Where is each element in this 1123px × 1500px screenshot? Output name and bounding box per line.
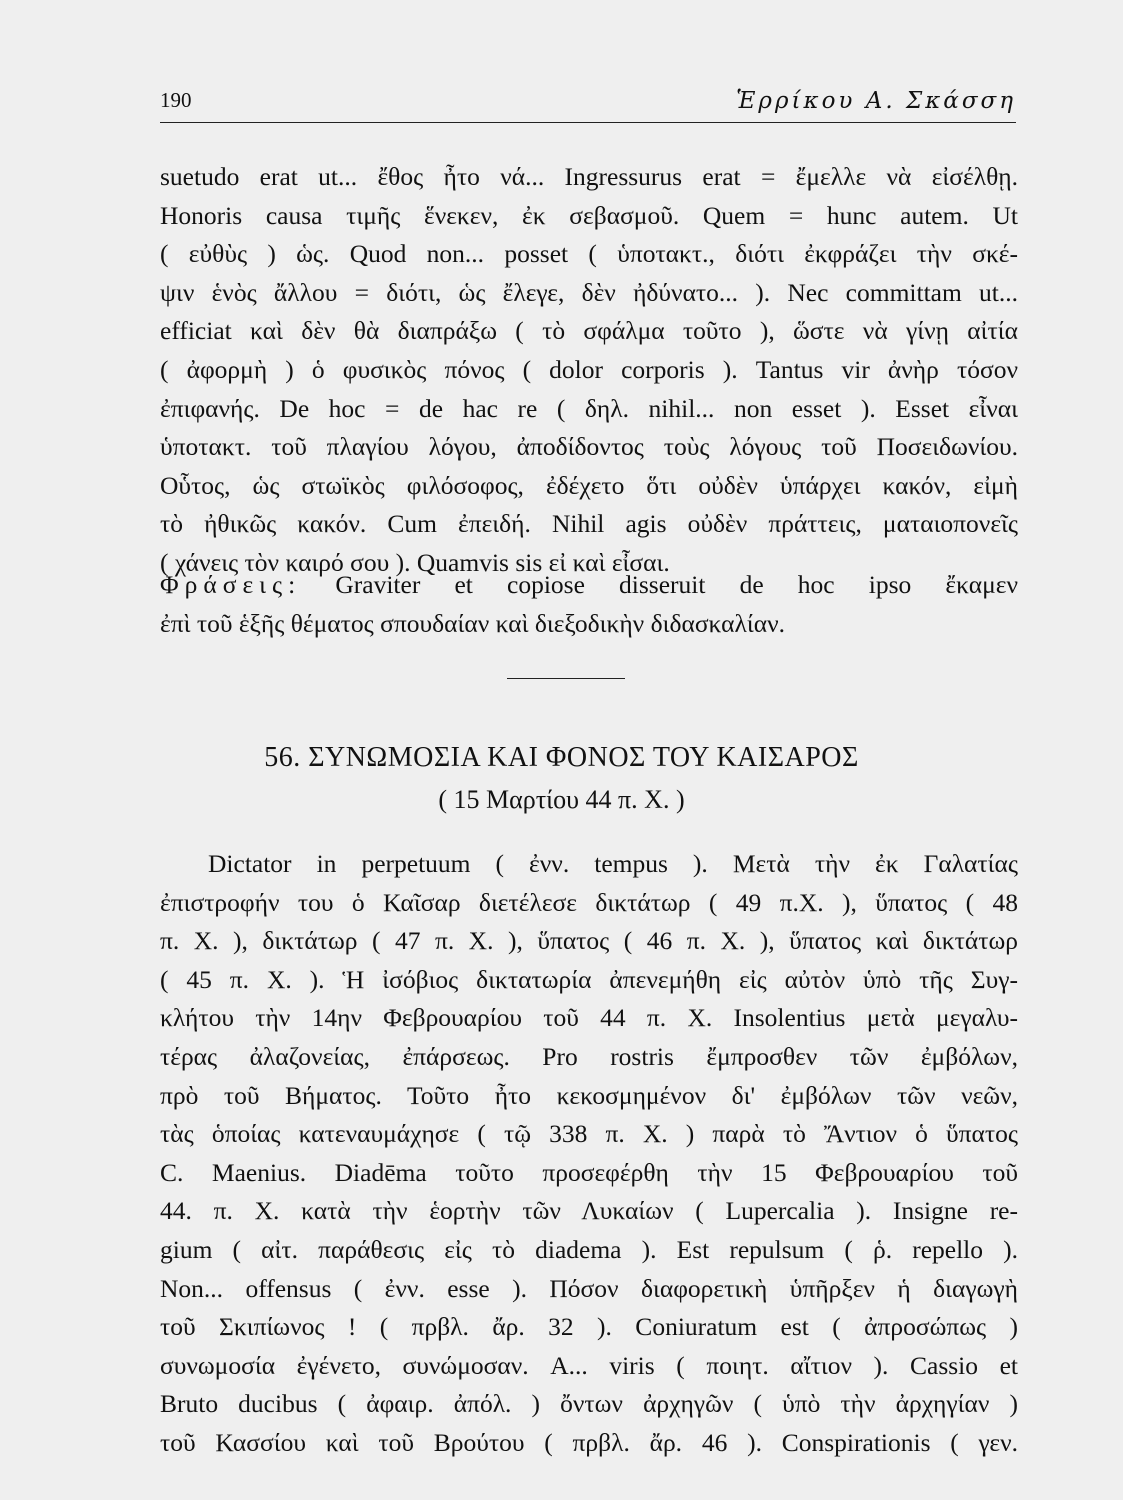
text-line: suetudo erat ut... ἔθος ἦτο νά... Ingressurus erat = ἔμελλε νὰ εἰσέλθῃ. xyxy=(160,162,1018,191)
commentary-block-1 xyxy=(160,158,1018,583)
text-line: ( εὐθὺς ) ὡς. Quod non... posset ( ὑποτακτ., διότι ἐκφράζει τὴν σκέ- xyxy=(160,239,1018,269)
text-line: τὸ ἠθικῶς κακόν. Cum ἐπειδή. Nihil agis οὐδὲν πράττεις, ματαιοπονεῖς xyxy=(160,509,1018,539)
text-line: ἐπιφανής. De hoc = de hac re ( δηλ. nihil... non esset ). Esset εἶναι xyxy=(160,393,1018,423)
text-line: gium ( αἰτ. παράθεσις εἰς τὸ diadema ). Est repulsum ( ῥ. repello ). xyxy=(160,1234,1018,1264)
text-line: C. Maenius. Diadēma τοῦτο προσεφέρθη τὴν 15 Φεβρουαρίου τοῦ xyxy=(160,1157,1018,1187)
section-divider xyxy=(507,678,625,679)
text-line: τοῦ Κασσίου καὶ τοῦ Βρούτου ( πρβλ. ἄρ. 46 ). Conspirationis ( γεν. xyxy=(160,1427,1018,1457)
text-line: Οὗτος, ὡς στωϊκὸς φιλόσοφος, ἐδέχετο ὅτι οὐδὲν ὑπάρχει κακόν, εἰμὴ xyxy=(160,470,1018,500)
text-line: ἐπὶ τοῦ ἑξῆς θέματος σπουδαίαν καὶ διεξοδικὴν διδασκαλίαν. xyxy=(160,608,786,638)
section-date: ( 15 Μαρτίου 44 π. Χ. ) xyxy=(438,785,685,814)
text-line: ἐπιστροφήν του ὁ Καῖσαρ διετέλεσε δικτάτωρ ( 49 π.Χ. ), ὕπατος ( 48 xyxy=(160,887,1018,917)
text-line: ὑποτακτ. τοῦ πλαγίου λόγου, ἀποδίδοντος τοὺς λόγους τοῦ Ποσειδωνίου. xyxy=(160,432,1018,462)
text-line: Non... offensus ( ἐνν. esse ). Πόσον διαφορετικὴ ὑπῆρξεν ἡ διαγωγὴ xyxy=(160,1273,1018,1303)
text-line: κλήτου τὴν 14ην Φεβρουαρίου τοῦ 44 π. Χ. Insolentius μετὰ μεγαλυ- xyxy=(160,1003,1018,1033)
text-line: ψιν ἑνὸς ἄλλου = διότι, ὡς ἔλεγε, δὲν ἠδύνατο... ). Nec committam ut... xyxy=(160,277,1018,307)
phrases-line xyxy=(160,566,1018,605)
text-line: Dictator in perpetuum ( ἐνν. tempus ). Μετὰ τὴν ἐκ Γαλατίας xyxy=(208,849,1018,878)
page-header xyxy=(160,88,1016,123)
text-line: συνωμοσία ἐγένετο, συνώμοσαν. A... viris ( ποιητ. αἴτιον ). Cassio et xyxy=(160,1350,1018,1380)
phrases-label: Φράσεις: xyxy=(160,570,302,599)
phrases-text: Graviter et copiose disseruit de hoc ipso ἔκαμεν xyxy=(335,570,1018,599)
commentary-block-2 xyxy=(160,845,1018,1463)
section-title: 56. ΣΥΝΩΜΟΣΙΑ ΚΑΙ ΦΟΝΟΣ ΤΟΥ ΚΑΙΣΑΡΟΣ xyxy=(264,742,859,773)
text-line: ( χάνεις τὸν καιρό σου ). Quamvis sis εἰ καὶ εἶσαι. xyxy=(160,547,670,577)
text-line: ( 45 π. Χ. ). Ἡ ἰσόβιος δικτατωρία ἀπενεμήθη εἰς αὐτὸν ὑπὸ τῆς Συγ- xyxy=(160,964,1018,994)
text-line: τοῦ Σκιπίωνος ! ( πρβλ. ἄρ. 32 ). Coniuratum est ( ἀπροσώπως ) xyxy=(160,1312,1018,1342)
text-line: efficiat καὶ δὲν θὰ διαπράξω ( τὸ σφάλμα τοῦτο ), ὥστε νὰ γίνῃ αἰτία xyxy=(160,316,1018,346)
text-line: τὰς ὁποίας κατεναυμάχησε ( τῷ 338 π. Χ. ) παρὰ τὸ Ἄντιον ὁ ὕπατος xyxy=(160,1119,1018,1149)
text-line: Bruto ducibus ( ἀφαιρ. ἀπόλ. ) ὄντων ἀρχηγῶν ( ὑπὸ τὴν ἀρχηγίαν ) xyxy=(160,1389,1018,1419)
text-line: πρὸ τοῦ Βήματος. Τοῦτο ἦτο κεκοσμημένον δι' ἐμβόλων τῶν νεῶν, xyxy=(160,1080,1018,1110)
text-line: τέρας ἀλαζονείας, ἐπάρσεως. Pro rostris ἔμπροσθεν τῶν ἐμβόλων, xyxy=(160,1041,1018,1071)
text-line: ( ἀφορμὴ ) ὁ φυσικὸς πόνος ( dolor corporis ). Tantus vir ἀνὴρ τόσον xyxy=(160,354,1018,384)
phrases-block xyxy=(160,566,1018,643)
text-line: 44. π. Χ. κατὰ τὴν ἑορτὴν τῶν Λυκαίων ( Lupercalia ). Insigne re- xyxy=(160,1196,1018,1226)
text-line: π. Χ. ), δικτάτωρ ( 47 π. Χ. ), ὕπατος ( 46 π. Χ. ), ὕπατος καὶ δικτάτωρ xyxy=(160,926,1018,956)
running-head: Ἑρρίκου Α. Σκάσση xyxy=(736,88,1016,114)
text-line: Honoris causa τιμῆς ἕνεκεν, ἐκ σεβασμοῦ. Quem = hunc autem. Ut xyxy=(160,200,1018,230)
page-number: 190 xyxy=(160,88,192,112)
